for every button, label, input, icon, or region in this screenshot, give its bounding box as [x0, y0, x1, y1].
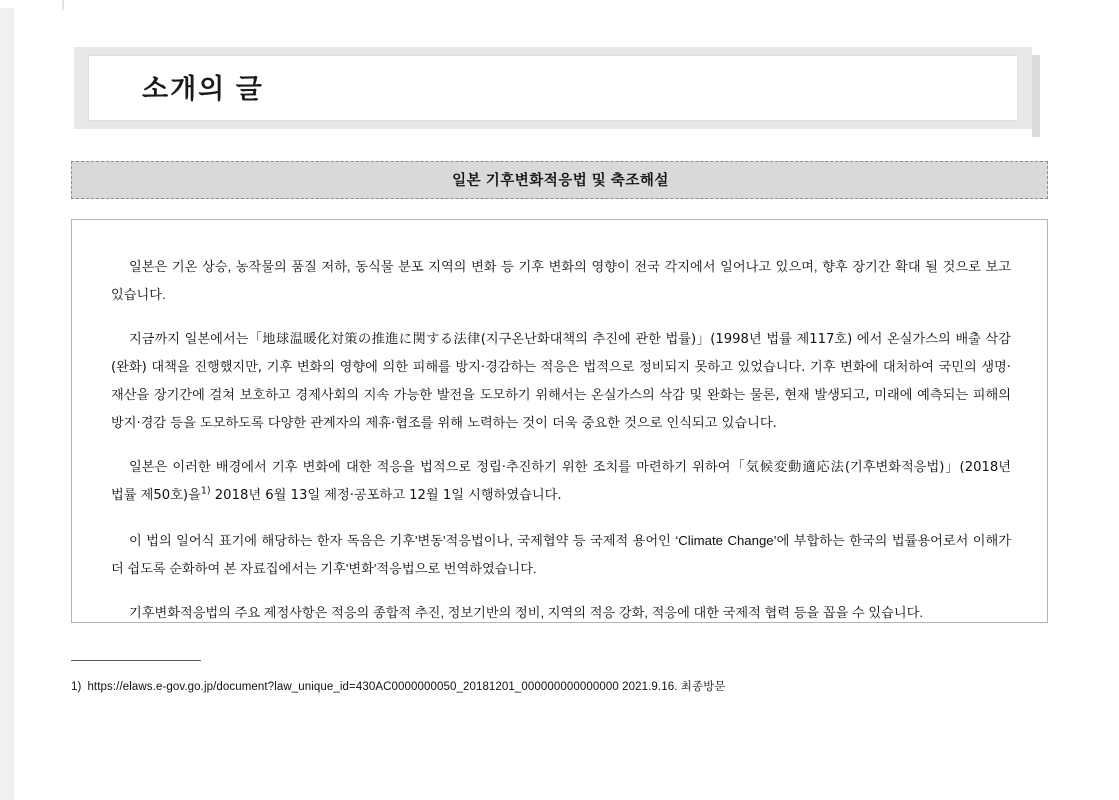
footnote-divider [71, 660, 201, 661]
subtitle-text: 일본 기후변화적응법 및 축조해설 [452, 173, 669, 189]
title-banner-shadow [1032, 55, 1040, 137]
page-left-edge [0, 0, 14, 800]
paragraph-3: 일본은 이러한 배경에서 기후 변화에 대한 적응을 법적으로 정립·추진하기 위한 조치를 마련하기 위하여「気候変動適応法(기후변화적응법)」(2018년 법률 제50호)을$^{1)}$ 2018년 6월 13일 제정·공포하고 12월 1일 시행하였습니다. [111, 460, 1011, 503]
body-box [71, 219, 1048, 623]
footnote-marker: 1) [71, 681, 82, 693]
page-corner-mark [62, 0, 64, 10]
paragraph-1: 일본은 기온 상승, 농작물의 품질 저하, 동식물 분포 지역의 변화 등 기후 변화의 영향이 전국 각지에서 일어나고 있으며, 향후 장기간 확대 될 것으로 보고 있습니다. [111, 259, 1011, 302]
paragraph-4: 이 법의 일어식 표기에 해당하는 한자 독음은 기후'변동'적응법이나, 국제협약 등 국제적 용어인 ‘Climate Change’에 부합하는 한국의 법률용어로서 이해가 더 쉽도록 순화하여 본 자료집에서는 기후'변화'적응법으로 번역하였습니다. [111, 532, 1011, 576]
paragraph-5: 기후변화적응법의 주요 제정사항은 적응의 종합적 추진, 정보기반의 정비, 지역의 적응 강화, 적응에 대한 국제적 협력 등을 꼽을 수 있습니다. [129, 605, 923, 620]
page-title: 소개의 글 [142, 74, 264, 104]
body-content [111, 253, 1011, 627]
page-top-edge [0, 0, 1119, 8]
subtitle-box [71, 161, 1048, 199]
footnote [71, 678, 1031, 696]
footnote-text: https://elaws.e-gov.go.jp/document?law_unique_id=430AC0000000050_20181201_000000000000000 2021.9.16. 최종방문 [87, 681, 726, 693]
paragraph-2: 지금까지 일본에서는「地球温暖化対策の推進に関する法律(지구온난화대책의 추진에 관한 법률)」(1998년 법률 제117호) 에서 온실가스의 배출 삭감(완화) 대책을 진행했지만, 기후 변화의 영향에 의한 피해를 방지·경감하는 적응은 법적으로 정비되지 못하고 있었습니다. 기후 변화에 대처하여 국민의 생명·재산을 장기간에 걸쳐 보호하고 경제사회의 지속 가능한 발전을 도모하기 위해서는 온실가스의 삭감 및 완화는 물론, 현재 발생되고, 미래에 예측되는 피해의 방지·경감 등을 도모하도록 다양한 관계자의 제휴·협조를 위해 노력하는 것이 더욱 중요한 것으로 인식되고 있습니다. [111, 331, 1011, 431]
